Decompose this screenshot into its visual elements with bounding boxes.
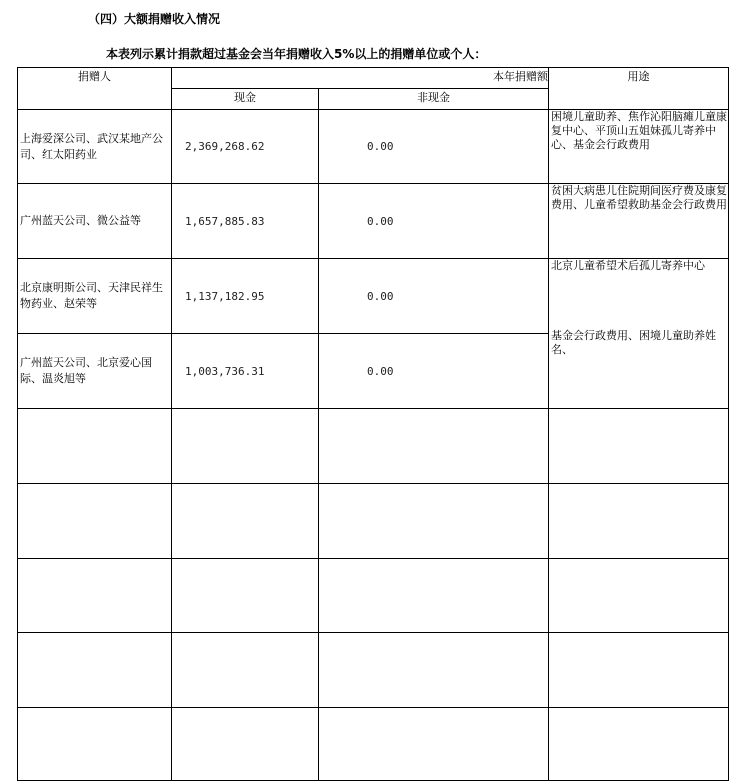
usage-text: 北京儿童希望术后孤儿寄养中心 [551, 259, 705, 272]
empty-cell [319, 409, 549, 484]
empty-row [18, 708, 729, 781]
empty-cell [172, 409, 319, 484]
cash-cell: 2,369,268.62 [172, 110, 319, 184]
donor-cell: 广州蓝天公司、北京爱心国际、温炎旭等 [18, 334, 172, 409]
empty-cell [549, 559, 729, 633]
empty-row [18, 409, 729, 484]
table-intro: 本表列示累计捐款超过基金会当年捐赠收入5%以上的捐赠单位或个人： [106, 47, 487, 61]
empty-cell [549, 409, 729, 484]
non-cash-cell: 0.00 [319, 184, 549, 259]
empty-cell [549, 633, 729, 708]
donor-cell: 北京康明斯公司、天津民祥生物药业、赵荣等 [18, 259, 172, 334]
section-title: （四）大额捐赠收入情况 [88, 12, 221, 26]
empty-row [18, 633, 729, 708]
cash-cell: 1,657,885.83 [172, 184, 319, 259]
usage-text: 基金会行政费用、困境儿童助养姓名、 [551, 329, 716, 356]
donor-cell: 广州蓝天公司、微公益等 [18, 184, 172, 259]
non-cash-cell: 0.00 [319, 334, 549, 409]
empty-cell [319, 559, 549, 633]
empty-cell [18, 484, 172, 559]
empty-cell [319, 633, 549, 708]
donor-header: 捐赠人 [18, 68, 172, 110]
usage-text: 困境儿童助养、焦作沁阳脑瘫儿童康复中心、平顶山五姐妹孤儿寄养中心、基金会行政费用 [551, 110, 727, 151]
non-cash-cell: 0.00 [319, 259, 549, 334]
empty-cell [18, 409, 172, 484]
usage-header: 用途 [549, 68, 729, 110]
empty-row [18, 559, 729, 633]
empty-cell [18, 559, 172, 633]
table-row [18, 110, 729, 184]
donor-cell: 上海爱深公司、武汉某地产公司、红太阳药业 [18, 110, 172, 184]
empty-cell [172, 708, 319, 781]
large-donation-table [17, 67, 729, 781]
empty-cell [18, 633, 172, 708]
empty-row [18, 484, 729, 559]
cash-header: 现金 [172, 89, 319, 110]
usage-cell [549, 110, 729, 184]
usage-cell [549, 184, 729, 259]
usage-text: 贫困大病患儿住院期间医疗费及康复费用、儿童希望救助基金会行政费用 [551, 184, 727, 211]
empty-cell [172, 633, 319, 708]
cash-cell: 1,137,182.95 [172, 259, 319, 334]
empty-cell [549, 708, 729, 781]
non-cash-cell: 0.00 [319, 110, 549, 184]
table-row [18, 259, 729, 334]
empty-cell [319, 708, 549, 781]
empty-cell [172, 484, 319, 559]
non-cash-header: 非现金 [319, 89, 549, 110]
amount-header: 本年捐赠额 [172, 68, 549, 89]
empty-cell [18, 708, 172, 781]
cash-cell: 1,003,736.31 [172, 334, 319, 409]
usage-cell [549, 259, 729, 409]
table-row [18, 184, 729, 259]
empty-cell [319, 484, 549, 559]
empty-cell [172, 559, 319, 633]
empty-cell [549, 484, 729, 559]
